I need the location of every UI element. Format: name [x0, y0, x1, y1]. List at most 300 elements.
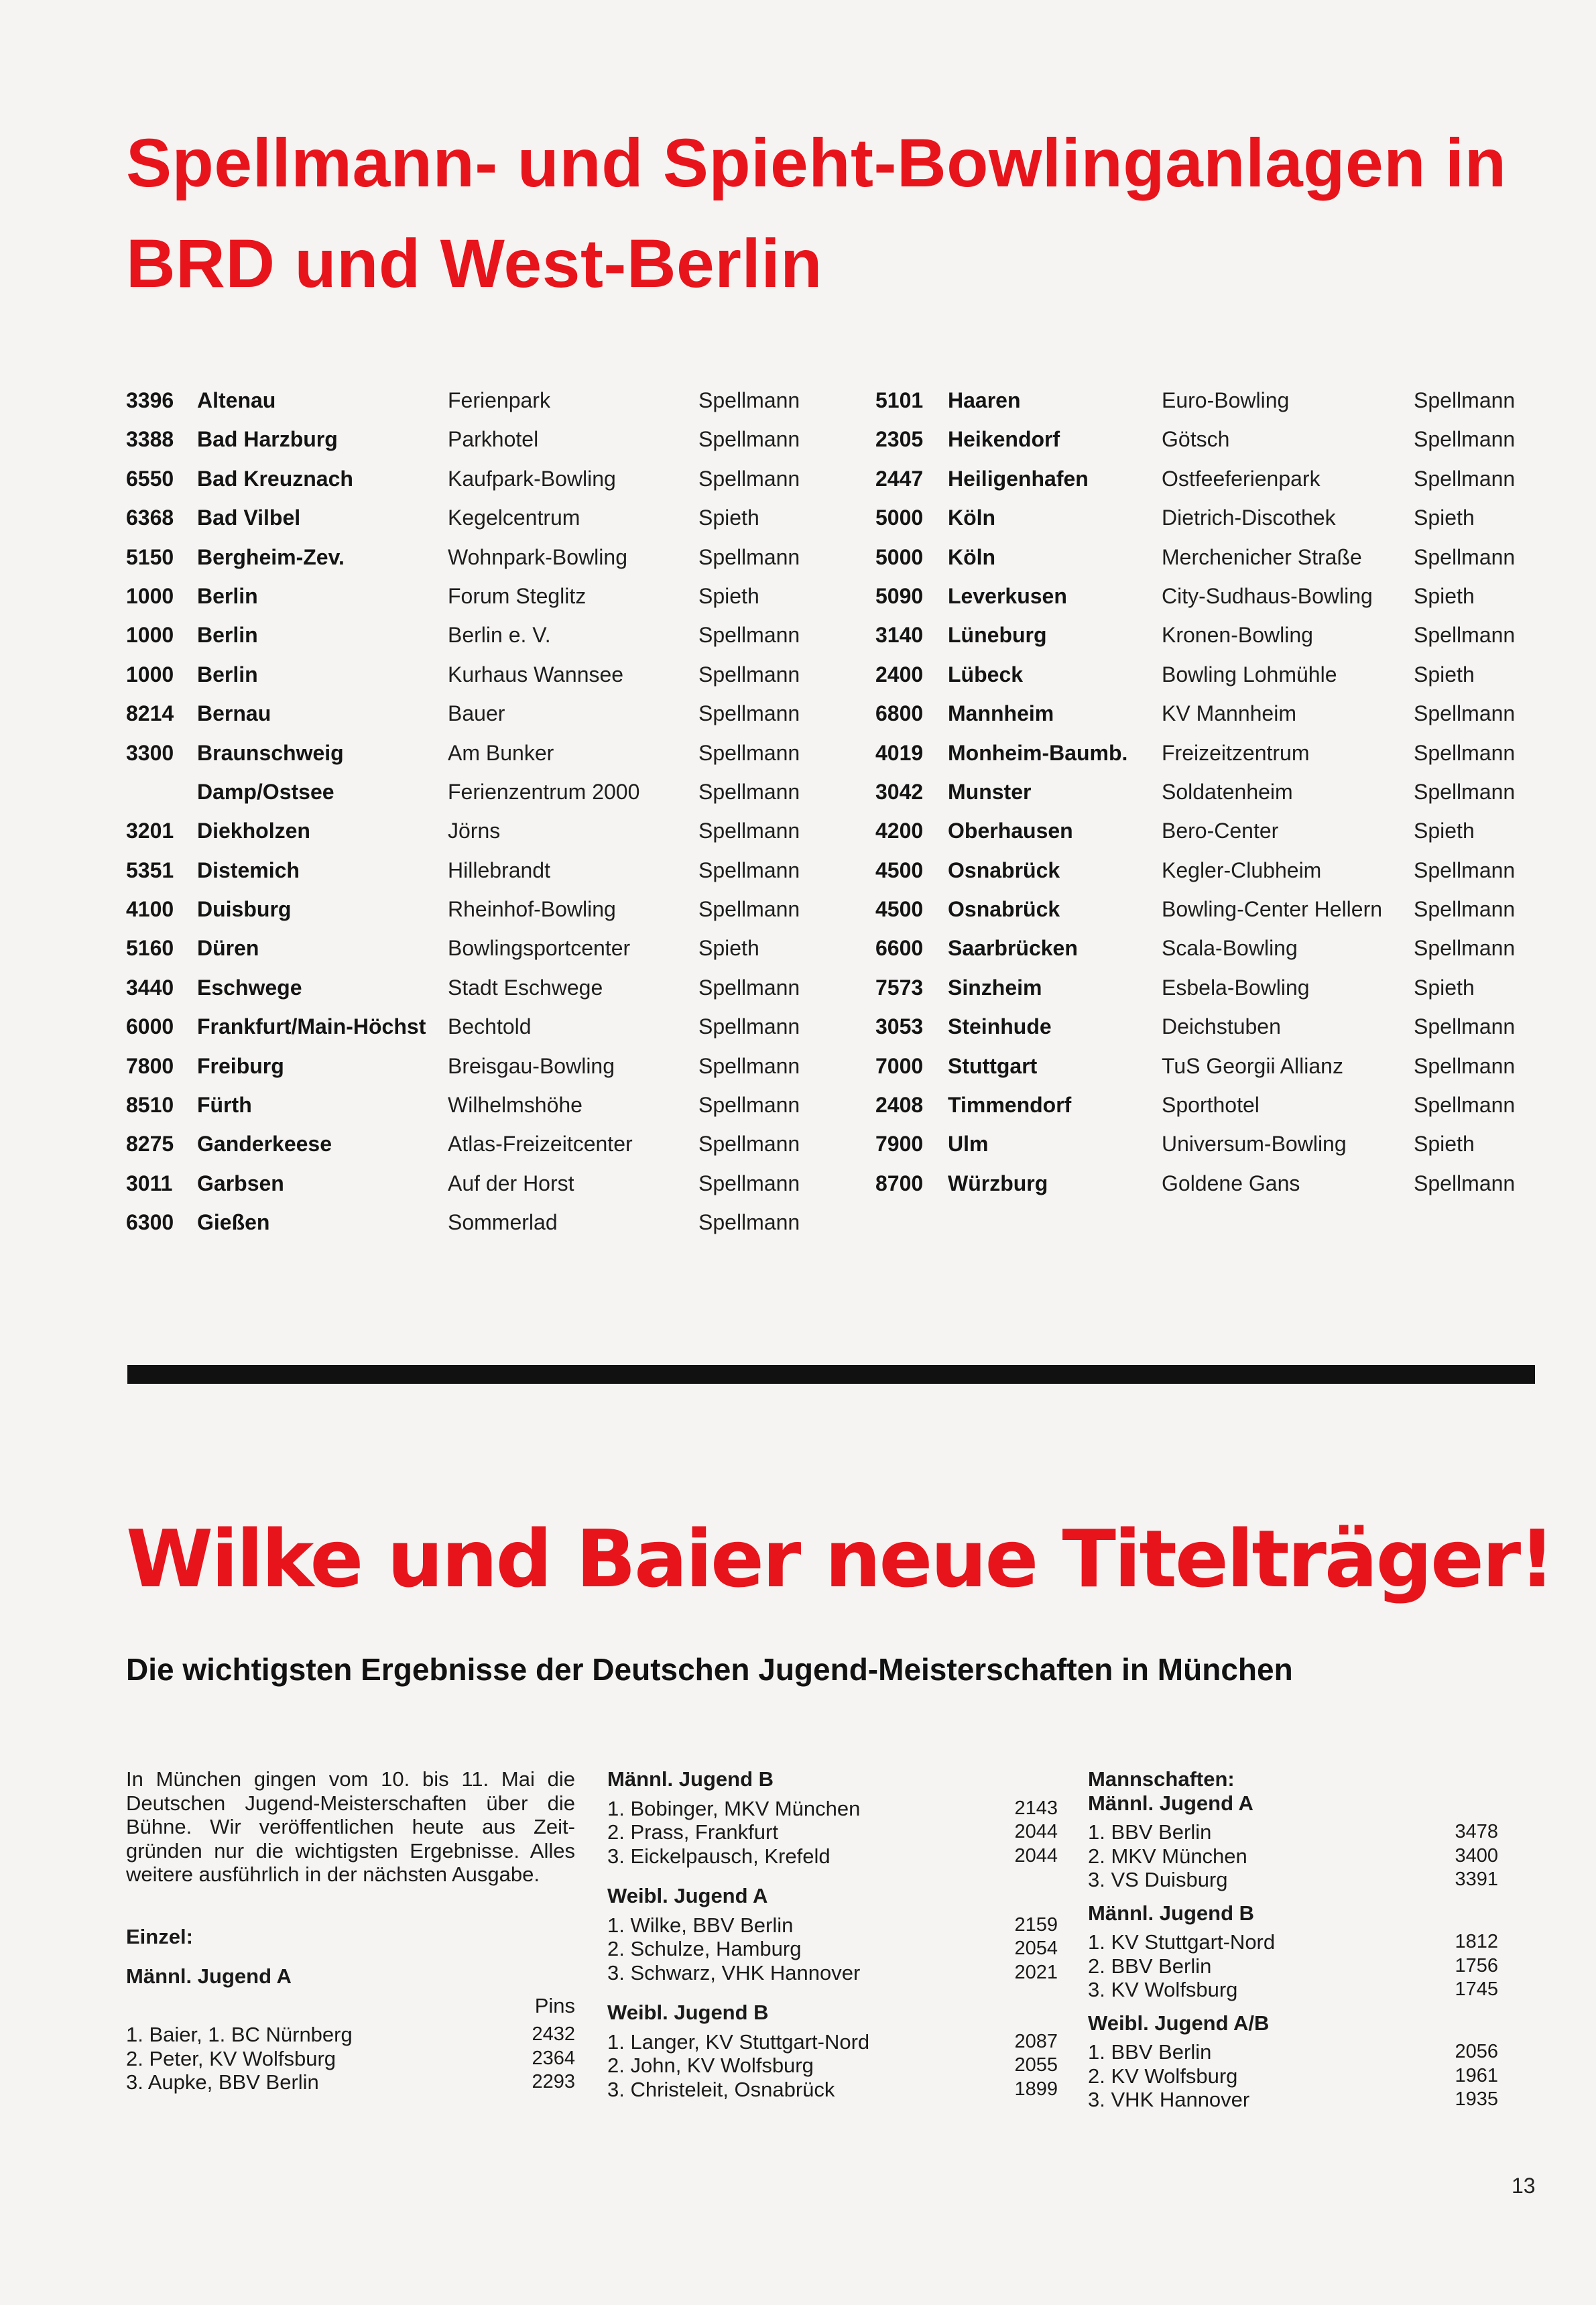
- article-subtitle: Die wichtigsten Ergebnisse der Deutschen Jugend-Meisterschaften in München: [126, 1652, 1293, 1687]
- result-row: [1088, 1930, 1498, 1954]
- mannschaften-label: Mannschaften:: [1088, 1767, 1235, 1791]
- venue-name: Wilhelmshöhe: [448, 1093, 582, 1118]
- venue-name: Kronen-Bowling: [1162, 623, 1313, 648]
- result-score: 3391: [1455, 1869, 1498, 1890]
- result-name: 2. KV Wolfsburg: [1088, 2064, 1238, 2088]
- city-name: Steinhude: [948, 1014, 1052, 1039]
- zip-code: 4500: [875, 897, 924, 922]
- brand-name: Spellmann: [1414, 1014, 1516, 1039]
- venue-name: Goldene Gans: [1162, 1171, 1300, 1195]
- listing-row: [875, 1164, 1546, 1203]
- venue-name: Ostfeeferienpark: [1162, 466, 1321, 491]
- result-row: [1088, 1820, 1498, 1844]
- brand-name: Spellmann: [698, 623, 800, 648]
- zip-code: 6800: [875, 701, 924, 726]
- brand-name: Spellmann: [1414, 466, 1516, 491]
- result-score: 2021: [1014, 1961, 1058, 1983]
- city-name: Stuttgart: [948, 1053, 1038, 1078]
- listing-row: [126, 733, 863, 772]
- listing-row: [126, 1007, 863, 1046]
- brand-name: Spieth: [1414, 583, 1475, 608]
- page-title: [126, 113, 1507, 314]
- venue-name: TuS Georgii Allianz: [1162, 1053, 1343, 1078]
- result-score: 2364: [532, 2047, 575, 2069]
- result-name: 3. Schwarz, VHK Hannover: [607, 1960, 861, 1985]
- brand-name: Spellmann: [698, 1132, 800, 1157]
- brand-name: Spellmann: [698, 388, 800, 412]
- venue-name: Hillebrandt: [448, 858, 550, 882]
- section-title: Männl. Jugend A: [126, 1964, 292, 1988]
- brand-name: Spieth: [1414, 1132, 1475, 1157]
- brand-name: Spieth: [698, 506, 759, 530]
- venue-name: Bowling Lohmühle: [1162, 662, 1337, 687]
- brand-name: Spellmann: [698, 1053, 800, 1078]
- result-name: 3. KV Wolfsburg: [1088, 1978, 1238, 2001]
- brand-name: Spellmann: [1414, 858, 1516, 882]
- zip-code: 5160: [126, 936, 174, 961]
- venue-name: KV Mannheim: [1162, 701, 1296, 726]
- result-name: 2. MKV München: [1088, 1844, 1247, 1868]
- city-name: Ulm: [948, 1132, 989, 1157]
- brand-name: Spellmann: [1414, 1171, 1516, 1195]
- listing-row: [126, 890, 863, 929]
- city-name: Distemich: [197, 858, 300, 882]
- result-row: [1088, 1868, 1498, 1892]
- venue-name: Merchenicher Straße: [1162, 544, 1362, 569]
- city-name: Köln: [948, 506, 996, 530]
- brand-name: Spellmann: [1414, 740, 1516, 765]
- zip-code: 6550: [126, 466, 174, 491]
- listing-row: [875, 733, 1546, 772]
- result-row: [607, 2078, 1058, 2102]
- venue-name: Freizeitzentrum: [1162, 740, 1310, 765]
- zip-code: 5150: [126, 544, 174, 569]
- city-name: Fürth: [197, 1093, 252, 1118]
- zip-code: 5101: [875, 388, 924, 412]
- zip-code: 4200: [875, 819, 924, 843]
- result-score: 1899: [1014, 2078, 1058, 2100]
- result-score: 3400: [1455, 1844, 1498, 1867]
- city-name: Berlin: [197, 583, 258, 608]
- brand-name: Spellmann: [698, 427, 800, 452]
- venue-name: Esbela-Bowling: [1162, 975, 1310, 1000]
- city-name: Osnabrück: [948, 897, 1060, 922]
- section-title: Weibl. Jugend A/B: [1088, 2011, 1270, 2035]
- result-row: [607, 1797, 1058, 1821]
- zip-code: 7800: [126, 1053, 174, 1078]
- city-name: Würzburg: [948, 1171, 1048, 1195]
- section-title: Männl. Jugend B: [607, 1767, 774, 1791]
- article-intro: In München gingen vom 10. bis 11. Mai die Deutschen Jugend-Meisterschaften über die Bühne. Wir veröffentlichen heute aus Zeitgründen nur die wichtigsten Ergebnisse. Alles weitere ausführlich in der nächsten Ausgabe.: [126, 1767, 575, 1886]
- zip-code: 7900: [875, 1132, 924, 1157]
- result-score: 1935: [1455, 2088, 1498, 2110]
- city-name: Lüneburg: [948, 623, 1047, 648]
- section-title: Weibl. Jugend B: [607, 2001, 769, 2024]
- city-name: Leverkusen: [948, 583, 1067, 608]
- article-column-1: [126, 1767, 575, 2094]
- result-name: 1. KV Stuttgart-Nord: [1088, 1930, 1276, 1954]
- city-name: Lübeck: [948, 662, 1024, 687]
- result-score: 3478: [1455, 1821, 1498, 1842]
- brand-name: Spieth: [698, 936, 759, 961]
- zip-code: 5000: [875, 544, 924, 569]
- listing-row: [875, 811, 1546, 850]
- brand-name: Spellmann: [698, 466, 800, 491]
- listing-row: [875, 1124, 1546, 1163]
- result-score: 1961: [1455, 2064, 1498, 2086]
- zip-code: 4019: [875, 740, 924, 765]
- brand-name: Spellmann: [1414, 427, 1516, 452]
- brand-name: Spellmann: [1414, 701, 1516, 726]
- brand-name: Spellmann: [698, 858, 800, 882]
- city-name: Garbsen: [197, 1171, 284, 1195]
- city-name: Timmendorf: [948, 1093, 1072, 1118]
- zip-code: 6368: [126, 506, 174, 530]
- result-row: [607, 1961, 1058, 1985]
- zip-code: 2408: [875, 1093, 924, 1118]
- city-name: Bergheim-Zev.: [197, 544, 345, 569]
- result-row: [1088, 2088, 1498, 2112]
- result-name: 2. BBV Berlin: [1088, 1954, 1212, 1978]
- listing-row: [126, 655, 863, 694]
- result-name: 1. Wilke, BBV Berlin: [607, 1913, 794, 1937]
- brand-name: Spellmann: [1414, 544, 1516, 569]
- city-name: Haaren: [948, 388, 1021, 412]
- result-name: 2. John, KV Wolfsburg: [607, 2054, 814, 2077]
- listing-row: [126, 694, 863, 733]
- venue-name: Bowlingsportcenter: [448, 936, 631, 961]
- listing-row: [126, 577, 863, 615]
- result-score: 1745: [1455, 1978, 1498, 2000]
- result-score: 2054: [1014, 1938, 1058, 1959]
- brand-name: Spellmann: [698, 1014, 800, 1039]
- listing-row: [126, 420, 863, 459]
- city-name: Mannheim: [948, 701, 1054, 726]
- listing-row: [875, 890, 1546, 929]
- listing-row: [875, 498, 1546, 537]
- results-team-w-ab: [1088, 2040, 1498, 2112]
- city-name: Osnabrück: [948, 858, 1060, 882]
- result-score: 1756: [1455, 1954, 1498, 1976]
- city-name: Damp/Ostsee: [197, 779, 334, 804]
- result-name: 3. VHK Hannover: [1088, 2088, 1250, 2111]
- venue-name: Bauer: [448, 701, 505, 726]
- zip-code: 8214: [126, 701, 174, 726]
- city-name: Bad Vilbel: [197, 506, 301, 530]
- result-row: [607, 1820, 1058, 1844]
- zip-code: 3042: [875, 779, 924, 804]
- city-name: Köln: [948, 544, 996, 569]
- result-name: 2. Prass, Frankfurt: [607, 1820, 778, 1844]
- zip-code: 6000: [126, 1014, 174, 1039]
- listing-row: [875, 1007, 1546, 1046]
- venue-name: Kurhaus Wannsee: [448, 662, 624, 687]
- zip-code: 6600: [875, 936, 924, 961]
- city-name: Ganderkeese: [197, 1132, 332, 1157]
- venue-name: Ferienzentrum 2000: [448, 779, 640, 804]
- venue-name: Jörns: [448, 819, 501, 843]
- result-name: 2. Peter, KV Wolfsburg: [126, 2046, 336, 2070]
- listing-row: [875, 1047, 1546, 1085]
- zip-code: 8275: [126, 1132, 174, 1157]
- city-name: Berlin: [197, 662, 258, 687]
- bowling-listing-right: [875, 381, 1546, 1203]
- city-name: Bernau: [197, 701, 271, 726]
- pins-label: Pins: [534, 1993, 575, 2017]
- zip-code: 1000: [126, 583, 174, 608]
- zip-code: 6300: [126, 1210, 174, 1235]
- result-row: [607, 1844, 1058, 1869]
- listing-row: [126, 1047, 863, 1085]
- listing-row: [126, 538, 863, 577]
- city-name: Düren: [197, 936, 259, 961]
- city-name: Heiligenhafen: [948, 466, 1089, 491]
- result-score: 2293: [532, 2071, 575, 2092]
- bowling-listing-left: [126, 381, 863, 1242]
- brand-name: Spellmann: [1414, 1053, 1516, 1078]
- venue-name: Kegler-Clubheim: [1162, 858, 1322, 882]
- listing-row: [126, 381, 863, 420]
- results-w-jugend-a: [607, 1913, 1058, 1985]
- city-name: Sinzheim: [948, 975, 1042, 1000]
- brand-name: Spellmann: [1414, 779, 1516, 804]
- brand-name: Spellmann: [698, 544, 800, 569]
- section-title: Weibl. Jugend A: [607, 1884, 768, 1907]
- brand-name: Spellmann: [698, 740, 800, 765]
- zip-code: 7000: [875, 1053, 924, 1078]
- result-name: 1. Bobinger, MKV München: [607, 1796, 861, 1820]
- listing-row: [126, 1203, 863, 1242]
- zip-code: 4100: [126, 897, 174, 922]
- zip-code: 5090: [875, 583, 924, 608]
- results-team-m-b: [1088, 1930, 1498, 2002]
- zip-code: 3011: [126, 1171, 173, 1195]
- zip-code: 1000: [126, 623, 174, 648]
- city-name: Bad Harzburg: [197, 427, 338, 452]
- venue-name: Universum-Bowling: [1162, 1132, 1347, 1157]
- listing-row: [875, 459, 1546, 498]
- page-number: 13: [1512, 2174, 1536, 2198]
- venue-name: Sporthotel: [1162, 1093, 1260, 1118]
- zip-code: 3300: [126, 740, 174, 765]
- result-row: [607, 1937, 1058, 1961]
- city-name: Bad Kreuznach: [197, 466, 353, 491]
- section-divider: [127, 1365, 1535, 1384]
- result-score: 1812: [1455, 1931, 1498, 1952]
- zip-code: 8510: [126, 1093, 174, 1118]
- venue-name: Rheinhof-Bowling: [448, 897, 616, 922]
- city-name: Gießen: [197, 1210, 270, 1235]
- brand-name: Spellmann: [1414, 1093, 1516, 1118]
- zip-code: 3201: [126, 819, 174, 843]
- brand-name: Spieth: [1414, 506, 1475, 530]
- result-name: 2. Schulze, Hamburg: [607, 1937, 802, 1960]
- zip-code: 4500: [875, 858, 924, 882]
- listing-row: [875, 381, 1546, 420]
- zip-code: 3396: [126, 388, 174, 412]
- result-name: 3. Aupke, BBV Berlin: [126, 2070, 319, 2094]
- zip-code: 2400: [875, 662, 924, 687]
- pins-header: [126, 1994, 575, 2018]
- city-name: Oberhausen: [948, 819, 1073, 843]
- result-score: 2143: [1014, 1797, 1058, 1819]
- zip-code: 1000: [126, 662, 174, 687]
- zip-code: 7573: [875, 975, 924, 1000]
- zip-code: 2305: [875, 427, 924, 452]
- city-name: Diekholzen: [197, 819, 310, 843]
- result-score: 2432: [532, 2023, 575, 2045]
- listing-row: [875, 694, 1546, 733]
- result-row: [1088, 2040, 1498, 2064]
- city-name: Frankfurt/Main-Höchst: [197, 1014, 426, 1039]
- listing-row: [875, 420, 1546, 459]
- page-title-line-2: BRD und West-Berlin: [126, 225, 822, 302]
- venue-name: Breisgau-Bowling: [448, 1053, 615, 1078]
- city-name: Saarbrücken: [948, 936, 1078, 961]
- result-name: 1. BBV Berlin: [1088, 1820, 1212, 1844]
- result-row: [607, 1913, 1058, 1938]
- brand-name: Spellmann: [1414, 388, 1516, 412]
- result-score: 2087: [1014, 2030, 1058, 2052]
- listing-row: [875, 851, 1546, 890]
- zip-code: 3388: [126, 427, 174, 452]
- city-name: Braunschweig: [197, 740, 344, 765]
- city-name: Duisburg: [197, 897, 292, 922]
- venue-name: Soldatenheim: [1162, 779, 1293, 804]
- venue-name: Euro-Bowling: [1162, 388, 1290, 412]
- listing-row: [126, 851, 863, 890]
- zip-code: 3440: [126, 975, 174, 1000]
- venue-name: Auf der Horst: [448, 1171, 574, 1195]
- section-title: Männl. Jugend A: [1088, 1791, 1253, 1815]
- venue-name: Sommerlad: [448, 1210, 558, 1235]
- listing-row: [875, 655, 1546, 694]
- article-column-2: [607, 1767, 1058, 2101]
- brand-name: Spellmann: [698, 701, 800, 726]
- results-m-jugend-a: [126, 2023, 575, 2094]
- brand-name: Spellmann: [698, 819, 800, 843]
- brand-name: Spieth: [1414, 819, 1475, 843]
- venue-name: Am Bunker: [448, 740, 554, 765]
- listing-row: [126, 811, 863, 850]
- venue-name: Wohnpark-Bowling: [448, 544, 627, 569]
- listing-row: [126, 1124, 863, 1163]
- brand-name: Spellmann: [698, 1171, 800, 1195]
- page-title-line-1: Spellmann- und Spieht-Bowlinganlagen in: [126, 125, 1507, 201]
- brand-name: Spieth: [1414, 975, 1475, 1000]
- venue-name: City-Sudhaus-Bowling: [1162, 583, 1373, 608]
- result-row: [1088, 1954, 1498, 1978]
- results-m-jugend-b: [607, 1797, 1058, 1869]
- listing-row: [126, 615, 863, 654]
- city-name: Heikendorf: [948, 427, 1060, 452]
- section-title: Männl. Jugend B: [1088, 1901, 1254, 1925]
- result-score: 2055: [1014, 2054, 1058, 2076]
- brand-name: Spellmann: [698, 662, 800, 687]
- brand-name: Spellmann: [698, 1093, 800, 1118]
- venue-name: Kegelcentrum: [448, 506, 580, 530]
- listing-row: [126, 459, 863, 498]
- venue-name: Atlas-Freizeitcenter: [448, 1132, 633, 1157]
- listing-row: [126, 772, 863, 811]
- listing-row: [875, 615, 1546, 654]
- result-name: 1. Langer, KV Stuttgart-Nord: [607, 2029, 870, 2054]
- result-row: [607, 2030, 1058, 2054]
- brand-name: Spellmann: [698, 779, 800, 804]
- article-headline: Wilke und Baier neue Titelträger!: [126, 1513, 1554, 1605]
- zip-code: 2447: [875, 466, 924, 491]
- einzel-label: Einzel:: [126, 1924, 193, 1948]
- venue-name: Parkhotel: [448, 427, 539, 452]
- venue-name: Deichstuben: [1162, 1014, 1281, 1039]
- venue-name: Dietrich-Discothek: [1162, 506, 1336, 530]
- result-row: [126, 2047, 575, 2071]
- result-name: 1. BBV Berlin: [1088, 2040, 1212, 2064]
- result-score: 2056: [1455, 2041, 1498, 2062]
- listing-row: [126, 498, 863, 537]
- city-name: Eschwege: [197, 975, 302, 1000]
- listing-row: [126, 929, 863, 967]
- venue-name: Berlin e. V.: [448, 623, 551, 648]
- listing-row: [875, 968, 1546, 1007]
- city-name: Monheim-Baumb.: [948, 740, 1128, 765]
- brand-name: Spellmann: [698, 1210, 800, 1235]
- listing-row: [875, 1085, 1546, 1124]
- result-row: [607, 2054, 1058, 2078]
- result-row: [1088, 1978, 1498, 2002]
- zip-code: 5351: [126, 858, 174, 882]
- result-row: [1088, 1844, 1498, 1869]
- city-name: Altenau: [197, 388, 276, 412]
- result-score: 2044: [1014, 1821, 1058, 1842]
- city-name: Berlin: [197, 623, 258, 648]
- venue-name: Ferienpark: [448, 388, 550, 412]
- result-name: 1. Baier, 1. BC Nürnberg: [126, 2023, 353, 2046]
- result-name: 3. Christeleit, Osnabrück: [607, 2077, 835, 2101]
- listing-row: [875, 577, 1546, 615]
- article-column-3: [1088, 1767, 1498, 2112]
- result-row: [126, 2023, 575, 2047]
- venue-name: Stadt Eschwege: [448, 975, 603, 1000]
- venue-name: Forum Steglitz: [448, 583, 587, 608]
- venue-name: Götsch: [1162, 427, 1230, 452]
- venue-name: Kaufpark-Bowling: [448, 466, 616, 491]
- brand-name: Spieth: [1414, 662, 1475, 687]
- brand-name: Spellmann: [1414, 936, 1516, 961]
- zip-code: 8700: [875, 1171, 924, 1195]
- listing-row: [126, 968, 863, 1007]
- city-name: Freiburg: [197, 1053, 284, 1078]
- brand-name: Spellmann: [1414, 897, 1516, 922]
- results-team-m-a: [1088, 1820, 1498, 1892]
- venue-name: Bero-Center: [1162, 819, 1279, 843]
- results-w-jugend-b: [607, 2030, 1058, 2102]
- listing-row: [126, 1164, 863, 1203]
- city-name: Munster: [948, 779, 1032, 804]
- result-row: [126, 2070, 575, 2094]
- zip-code: 3053: [875, 1014, 924, 1039]
- result-name: 3. Eickelpausch, Krefeld: [607, 1844, 831, 1868]
- result-name: 3. VS Duisburg: [1088, 1868, 1228, 1891]
- result-row: [1088, 2064, 1498, 2088]
- brand-name: Spellmann: [1414, 623, 1516, 648]
- listing-row: [875, 929, 1546, 967]
- result-score: 2044: [1014, 1844, 1058, 1867]
- venue-name: Bechtold: [448, 1014, 532, 1039]
- result-score: 2159: [1014, 1913, 1058, 1936]
- venue-name: Bowling-Center Hellern: [1162, 897, 1383, 922]
- listing-row: [875, 538, 1546, 577]
